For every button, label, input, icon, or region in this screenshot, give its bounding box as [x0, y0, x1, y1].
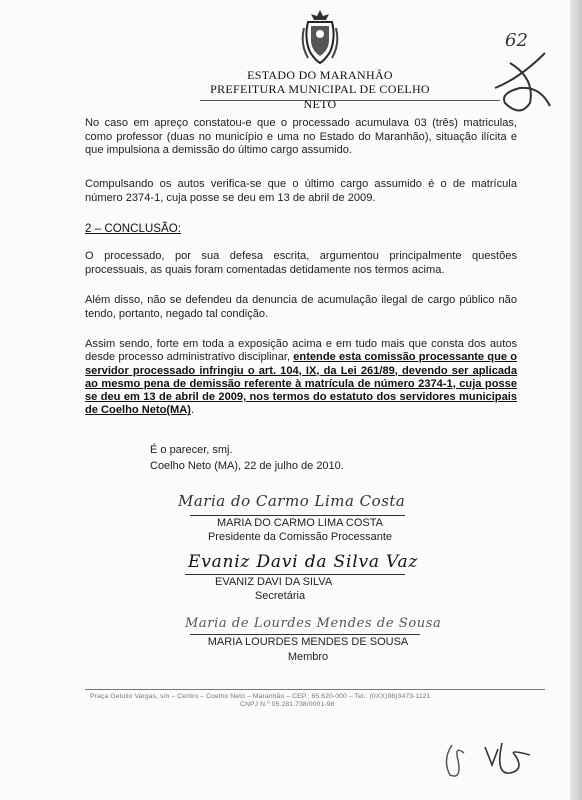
signature-line-1 — [190, 515, 405, 516]
section-heading: 2 – CONCLUSÃO: — [85, 222, 181, 235]
initials-icon — [440, 735, 540, 785]
page-edge — [570, 0, 582, 800]
paragraph-1: No caso em apreço constatou-e que o processado acumulava 03 (três) matriculas, como professor (duas no município e uma no Estado do Maranhão), situação ilícita e que impulsiona a demissão do último cargo assumido. — [85, 117, 517, 157]
conclusion-highlight: entende esta comissão processante que o servidor processado infringiu o art. 104, IX, da Lei 261/89, devendo ser aplicada ao mesmo pena de demissão referente à matrícula de número 2374-1, cuja posse se deu em 13 de abril de 2009, nos termos do estatuto dos servidores municipais de Coelho Neto(MA) — [85, 351, 517, 417]
paragraph-5-text: Assim sendo, forte em toda a exposição acima e em tudo mais que consta dos autos desde processo administrativo disciplinar, — [85, 338, 517, 364]
header-state: ESTADO DO MARANHÃO — [247, 68, 393, 82]
paragraph-5 — [85, 338, 517, 418]
footer-address: Praça Getulio Vargas, s/n – Centro – Coelho Neto – Maranhão – CEP.: 65.620-000 – Tel.: (0XX)98)3473-1121 — [90, 693, 431, 700]
paragraph-4: Além disso, não se defendeu da denuncia de acumulação ilegal de cargo público não tendo, portanto, negado tal condição. — [85, 294, 517, 320]
paragraph-2: Compulsando os autos verifica-se que o último cargo assumido é o de matrícula número 2374-1, cuja posse se deu em 13 de abril de 2009. — [85, 178, 517, 204]
signature-2: Evaniz Davi da Silva Vaz — [188, 552, 419, 572]
closing-opinion: É o parecer, smj. — [150, 444, 233, 456]
page-number: 62 — [505, 30, 528, 51]
signatory-2-role: Secretária — [254, 590, 306, 602]
footer-cnpj: CNPJ N.º 05.281.738/0001-98 — [240, 701, 335, 708]
signatory-1-role: Presidente da Comissão Processante — [207, 531, 393, 543]
signatory-3-role: Membro — [287, 651, 329, 663]
header-divider — [200, 100, 500, 101]
header-municipality: PREFEITURA MUNICIPAL DE COELHO NETO — [210, 82, 430, 111]
signatory-3-name: MARIA LOURDES MENDES DE SOUSA — [207, 636, 409, 648]
signature-line-2 — [185, 574, 405, 575]
signature-1: Maria do Carmo Lima Costa — [178, 492, 406, 510]
footer-divider — [85, 689, 545, 690]
signatory-2-name: EVANIZ DAVI DA SILVA — [215, 576, 333, 588]
coat-of-arms-icon — [300, 8, 340, 68]
signature-3: Maria de Lourdes Mendes de Sousa — [185, 616, 442, 631]
paragraph-5-end: . — [191, 404, 195, 417]
closing-place-date: Coelho Neto (MA), 22 de julho de 2010. — [150, 460, 344, 472]
signature-line-3 — [190, 634, 420, 635]
margin-initial-icon — [490, 48, 560, 118]
paragraph-3: O processado, por sua defesa escrita, argumentou principalmente questões processuais, as quais foram comentadas detidamente nos termos acima. — [85, 250, 517, 276]
signatory-1-name: MARIA DO CARMO LIMA COSTA — [216, 517, 384, 529]
